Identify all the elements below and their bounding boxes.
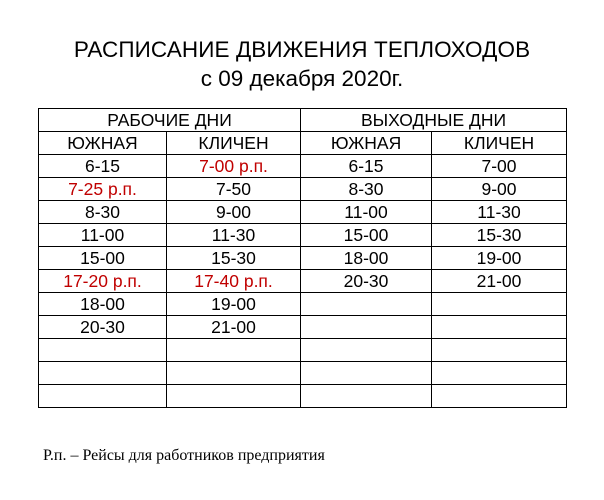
table-cell [432,293,567,316]
column-header-row [39,132,567,155]
table-cell: 18-00 [301,247,432,270]
table-cell: 7-00 р.п. [167,155,301,178]
table-cell: 7-50 [167,178,301,201]
table-cell: 6-15 [301,155,432,178]
table-cell: 19-00 [167,293,301,316]
table-row [39,155,567,178]
table-cell [39,385,167,408]
table-row [39,247,567,270]
table-cell: 11-00 [39,224,167,247]
table-cell: 15-00 [39,247,167,270]
table-cell: 19-00 [432,247,567,270]
table-row [39,178,567,201]
footnote: Р.п. – Рейсы для работников предприятия [43,447,325,464]
table-cell: 11-30 [432,201,567,224]
table-row [39,316,567,339]
group-header-row [39,109,567,132]
table-cell [167,362,301,385]
column-header-klichen-weekdays: КЛИЧЕН [167,132,301,155]
table-cell [167,385,301,408]
table-cell: 20-30 [39,316,167,339]
table-cell: 11-00 [301,201,432,224]
table-cell [301,316,432,339]
table-cell: 9-00 [167,201,301,224]
table-cell: 9-00 [432,178,567,201]
table-row [39,270,567,293]
table-cell [39,362,167,385]
table-cell [167,339,301,362]
page-title: РАСПИСАНИЕ ДВИЖЕНИЯ ТЕПЛОХОДОВ [73,37,531,62]
table-cell [301,362,432,385]
table-cell [432,316,567,339]
table-row [39,201,567,224]
table-cell [432,362,567,385]
table-cell: 17-20 р.п. [39,270,167,293]
column-header-yuzhnaya-weekdays: ЮЖНАЯ [39,132,167,155]
table-cell: 8-30 [39,201,167,224]
table-cell: 15-00 [301,224,432,247]
column-header-klichen-weekends: КЛИЧЕН [432,132,567,155]
table-cell: 15-30 [432,224,567,247]
table-cell: 15-30 [167,247,301,270]
column-header-yuzhnaya-weekends: ЮЖНАЯ [301,132,432,155]
table-cell: 11-30 [167,224,301,247]
table-cell [301,385,432,408]
table-cell: 18-00 [39,293,167,316]
page-subtitle: с 09 декабря 2020г. [200,66,404,91]
table-cell: 7-00 [432,155,567,178]
table-cell: 17-40 р.п. [167,270,301,293]
group-header-weekdays: РАБОЧИЕ ДНИ [39,109,301,132]
table-cell [301,339,432,362]
table-cell: 8-30 [301,178,432,201]
table-cell [39,339,167,362]
table-cell [432,339,567,362]
table-cell [301,293,432,316]
table-row [39,224,567,247]
table-row-empty [39,339,567,362]
table-cell: 20-30 [301,270,432,293]
table-cell: 21-00 [432,270,567,293]
schedule-table [38,108,567,408]
table-row [39,293,567,316]
table-row-empty [39,362,567,385]
table-row-empty [39,385,567,408]
table-cell: 21-00 [167,316,301,339]
table-cell: 6-15 [39,155,167,178]
table-cell: 7-25 р.п. [39,178,167,201]
group-header-weekends: ВЫХОДНЫЕ ДНИ [301,109,567,132]
table-cell [432,385,567,408]
